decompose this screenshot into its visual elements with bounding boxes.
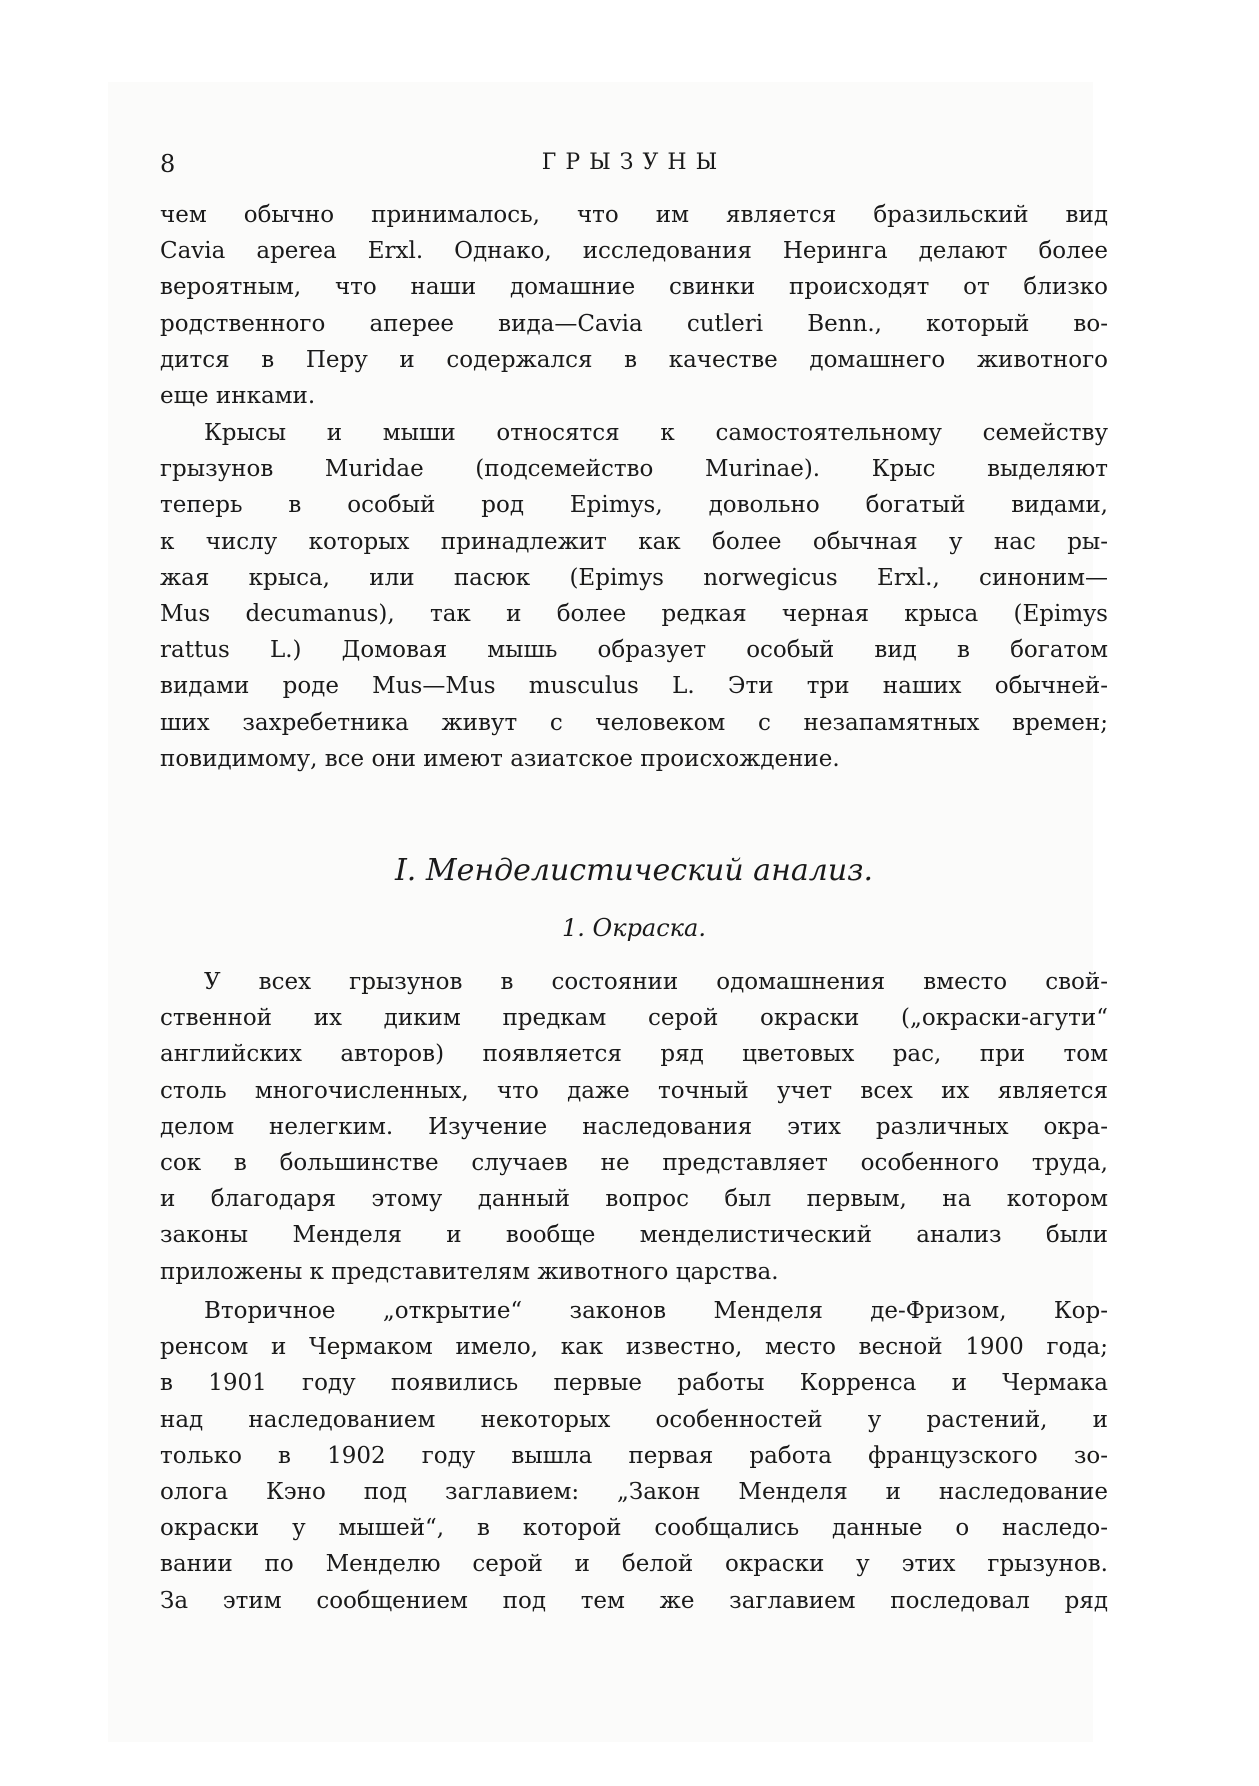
text-line: теперь в особый род Epimys, довольно богатый видами, bbox=[160, 492, 1108, 519]
text-line: Крысы и мыши относятся к самостоятельному семейству bbox=[204, 420, 1108, 446]
text-line: еще инками. bbox=[160, 383, 316, 410]
text-line: английских авторов) появляется ряд цветовых рас, при том bbox=[160, 1041, 1108, 1068]
text-line: ственной их диким предкам серой окраски („окраски-агути“ bbox=[160, 1005, 1108, 1032]
text-line: над наследованием некоторых особенностей у растений, и bbox=[160, 1406, 1108, 1433]
text-line: Cavia aperea Erxl. Однако, исследования Неринга делают более bbox=[160, 238, 1108, 265]
text-line: к числу которых принадлежит как более обычная у нас ры- bbox=[160, 528, 1108, 555]
text-line: окраски у мышей“, в которой сообщались данные о наследо- bbox=[160, 1515, 1108, 1542]
text-line: грызунов Muridae (подсемейство Murinae). Крыс выделяют bbox=[160, 456, 1108, 483]
text-line: столь многочисленных, что даже точный учет всех их является bbox=[160, 1077, 1108, 1104]
page-number: 8 bbox=[160, 150, 176, 178]
text-line: Вторичное „открытие“ законов Менделя де-Фризом, Кор- bbox=[204, 1298, 1108, 1324]
text-line: ренсом и Чермаком имело, как известно, место весной 1900 года; bbox=[160, 1334, 1108, 1361]
text-line: в 1901 году появились первые работы Корренса и Чермака bbox=[160, 1370, 1108, 1397]
paragraph-1 bbox=[160, 197, 1108, 414]
text-line: олога Кэно под заглавием: „Закон Менделя и наследование bbox=[160, 1479, 1108, 1506]
text-line: приложены к представителям животного царства. bbox=[160, 1258, 779, 1285]
text-line: rattus L.) Домовая мышь образует особый вид в богатом bbox=[160, 637, 1108, 664]
text-line: делом нелегким. Изучение наследования этих различных окра- bbox=[160, 1113, 1108, 1140]
paragraph-3 bbox=[160, 964, 1108, 1290]
running-title: ГРЫЗУНЫ bbox=[541, 150, 727, 175]
section-heading: I. Менделистический анализ. bbox=[394, 853, 874, 888]
text-line: родственного аперее вида—Cavia cutleri Benn., который во- bbox=[160, 310, 1108, 337]
text-line: только в 1902 году вышла первая работа французского зо- bbox=[160, 1442, 1108, 1469]
text-line: вероятным, что наши домашние свинки происходят от близко bbox=[160, 274, 1108, 301]
paragraph-4 bbox=[160, 1293, 1108, 1619]
text-line: За этим сообщением под тем же заглавием последовал ряд bbox=[160, 1587, 1108, 1614]
text-line: У всех грызунов в состоянии одомашнения вместо свой- bbox=[204, 969, 1108, 995]
text-line: сок в большинстве случаев не представляет особенного труда, bbox=[160, 1150, 1108, 1177]
text-line: чем обычно принималось, что им является бразильский вид bbox=[160, 202, 1108, 228]
text-line: ших захребетника живут с человеком с незапамятных времен; bbox=[160, 709, 1108, 736]
paragraph-2 bbox=[160, 415, 1108, 777]
text-line: вании по Менделю серой и белой окраски у этих грызунов. bbox=[160, 1551, 1108, 1578]
text-line: жая крыса, или пасюк (Epimys norwegicus Erxl., синоним— bbox=[160, 564, 1108, 591]
text-line: законы Менделя и вообще менделистический анализ были bbox=[160, 1222, 1108, 1249]
text-line: видами роде Mus—Mus musculus L. Эти три наших обычней- bbox=[160, 673, 1108, 700]
text-line: Mus decumanus), так и более редкая черная крыса (Epimys bbox=[160, 601, 1108, 628]
subsection-heading: 1. Окраска. bbox=[562, 914, 706, 942]
text-line: повидимому, все они имеют азиатское происхождение. bbox=[160, 745, 840, 772]
text-line: дится в Перу и содержался в качестве домашнего животного bbox=[160, 346, 1108, 373]
text-line: и благодаря этому данный вопрос был первым, на котором bbox=[160, 1186, 1108, 1213]
running-head bbox=[160, 150, 1108, 186]
